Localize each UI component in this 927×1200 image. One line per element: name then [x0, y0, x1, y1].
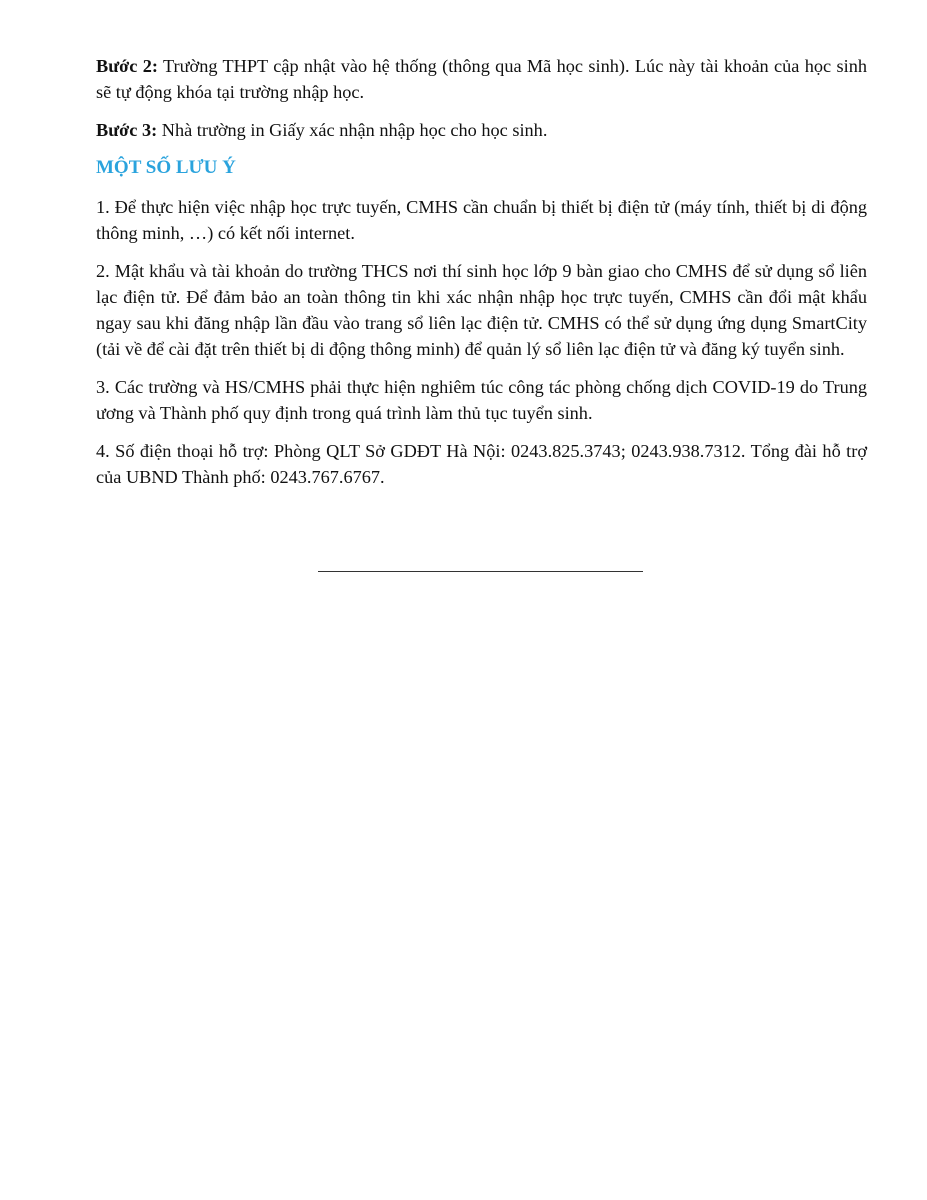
- note-3: 3. Các trường và HS/CMHS phải thực hiện nghiêm túc công tác phòng chống dịch COVID-19 do Trung ương và Thành phố quy định trong quá trình làm thủ tục tuyển sinh.: [96, 377, 867, 423]
- step-2-label: Bước 2:: [96, 56, 158, 76]
- document-body: [96, 53, 867, 502]
- step-2-text: Trường THPT cập nhật vào hệ thống (thông qua Mã học sinh). Lúc này tài khoản của học sinh sẽ tự động khóa tại trường nhập học.: [96, 56, 867, 102]
- step-3-paragraph: [96, 117, 867, 143]
- note-2: 2. Mật khẩu và tài khoản do trường THCS nơi thí sinh học lớp 9 bàn giao cho CMHS để sử dụng sổ liên lạc điện tử. Để đảm bảo an toàn thông tin khi xác nhận nhập học trực tuyến, CMHS cần đổi mật khẩu ngay sau khi đăng nhập lần đầu vào trang sổ liên lạc điện tử. CMHS có thể sử dụng ứng dụng SmartCity (tải về để cài đặt trên thiết bị di động thông minh) để quản lý sổ liên lạc điện tử và đăng ký tuyển sinh.: [96, 261, 867, 359]
- note-4: 4. Số điện thoại hỗ trợ: Phòng QLT Sở GDĐT Hà Nội: 0243.825.3743; 0243.938.7312. Tổng đài hỗ trợ của UBND Thành phố: 0243.767.6767.: [96, 441, 867, 487]
- step-3-label: Bước 3:: [96, 120, 158, 140]
- step-2-paragraph: [96, 53, 867, 105]
- end-divider: [318, 571, 643, 572]
- step-3-text: Nhà trường in Giấy xác nhận nhập học cho học sinh.: [157, 120, 548, 140]
- note-1: 1. Để thực hiện việc nhập học trực tuyến, CMHS cần chuẩn bị thiết bị điện tử (máy tính, thiết bị di động thông minh, …) có kết nối internet.: [96, 197, 867, 243]
- notes-heading: MỘT SỐ LƯU Ý: [96, 157, 236, 178]
